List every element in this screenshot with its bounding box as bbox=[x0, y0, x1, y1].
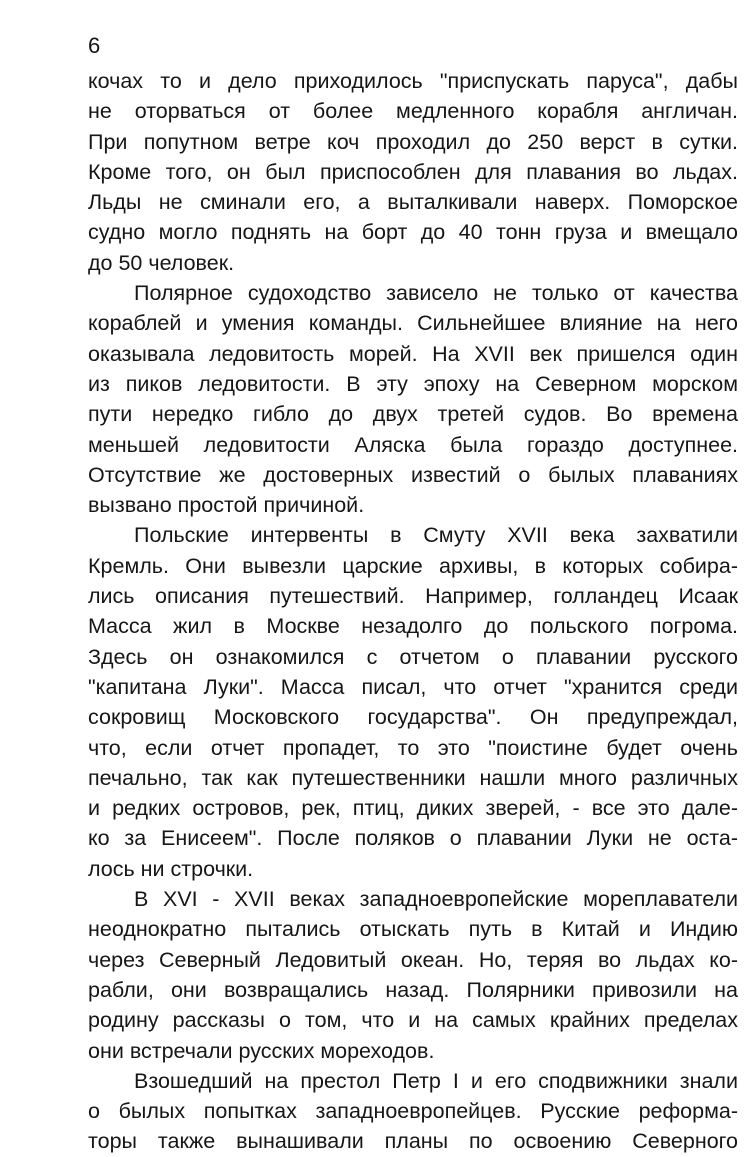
text-line: пути нередко гибло до двух третей судов. Во времена bbox=[88, 402, 738, 427]
text-line: до 50 человек. bbox=[88, 250, 235, 275]
text-line: При попутном ветре коч проходил до 250 верст в сутки. bbox=[88, 129, 738, 154]
text-line: Здесь он ознакомился с отчетом о плавании русского bbox=[88, 644, 738, 669]
text-line: вызвано простой причиной. bbox=[88, 493, 365, 518]
text-line: "капитана Луки". Масса писал, что отчет "хранится среди bbox=[88, 674, 738, 699]
page-number: 6 bbox=[88, 33, 101, 58]
text-line: Кроме того, он был приспособлен для плавания во льдах. bbox=[88, 159, 738, 184]
text-line: сокровищ Московского государства". Он предупреждал, bbox=[88, 705, 738, 730]
text-line: торы также вынашивали планы по освоению Северного bbox=[88, 1129, 738, 1154]
text-line: Льды не сминали его, а выталкивали наверх. Поморское bbox=[88, 190, 738, 215]
text-line: родину рассказы о том, что и на самых крайних пределах bbox=[88, 1008, 738, 1033]
text-line: Полярное судоходство зависело не только от качества bbox=[134, 281, 738, 306]
text-line: судно могло поднять на борт до 40 тонн груза и вмещало bbox=[88, 220, 738, 245]
text-line: не оторваться от более медленного корабля англичан. bbox=[88, 99, 738, 124]
text-line: они встречали русских мореходов. bbox=[88, 1038, 435, 1063]
text-line: оказывала ледовитость морей. На XVII век пришелся один bbox=[88, 341, 738, 366]
text-line: рабли, они возвращались назад. Полярники привозили на bbox=[88, 977, 738, 1002]
text-line: ко за Енисеем". После поляков о плавании Луки не оста- bbox=[88, 826, 738, 851]
text-line: и редких островов, рек, птиц, диких зверей, - все это дале- bbox=[88, 796, 738, 821]
text-line: что, если отчет пропадет, то это "поистине будет очень bbox=[88, 735, 738, 760]
text-line: кочах то и дело приходилось "приспускать паруса", дабы bbox=[88, 69, 738, 93]
text-line: меньшей ледовитости Аляска была гораздо доступнее. bbox=[88, 432, 738, 457]
text-line: Взошедший на престол Петр I и его сподвижники знали bbox=[134, 1068, 738, 1093]
text-line: лось ни строчки. bbox=[88, 856, 254, 881]
text-line: Польские интервенты в Смуту XVII века захватили bbox=[134, 523, 738, 548]
text-line: В XVI - XVII веках западноевропейские мореплаватели bbox=[134, 887, 738, 912]
text-line: лись описания путешествий. Например, голландец Исаак bbox=[88, 584, 738, 609]
text-line: Отсутствие же достоверных известий о былых плаваниях bbox=[88, 462, 738, 487]
text-line: через Северный Ледовитый океан. Но, теряя во льдах ко- bbox=[88, 947, 738, 972]
text-line: о былых попытках западноевропейцев. Русские реформа- bbox=[88, 1099, 738, 1124]
text-line: неоднократно пытались отыскать путь в Китай и Индию bbox=[88, 917, 738, 942]
text-line: Масса жил в Москве незадолго до польского погрома. bbox=[88, 614, 738, 639]
text-line: печально, так как путешественники нашли много различных bbox=[88, 765, 738, 790]
text-line: Кремль. Они вывезли царские архивы, в которых собира- bbox=[88, 553, 738, 578]
text-line: из пиков ледовитости. В эту эпоху на Северном морском bbox=[88, 371, 738, 396]
body-text bbox=[88, 66, 738, 1157]
text-line: кораблей и умения команды. Сильнейшее влияние на него bbox=[88, 311, 738, 336]
